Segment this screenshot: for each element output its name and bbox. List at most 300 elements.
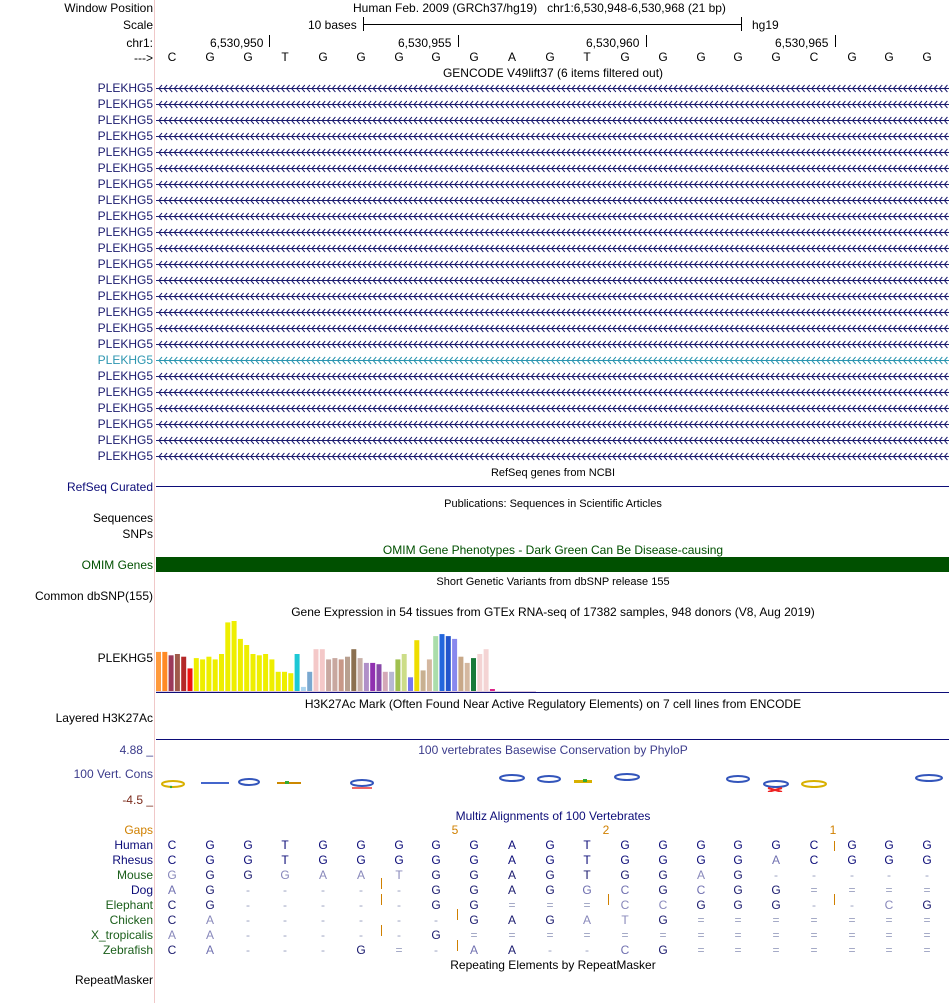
aligned-base: T: [395, 868, 403, 882]
gap-count: 5: [451, 823, 459, 837]
refseq-label[interactable]: RefSeq Curated: [66, 480, 153, 494]
aligned-base: -: [321, 883, 325, 897]
gtex-tissue-bar[interactable]: [320, 649, 325, 691]
gtex-tissue-bar[interactable]: [276, 672, 281, 691]
aligned-base: G: [205, 838, 215, 852]
scale-label: Scale: [122, 18, 153, 32]
aligned-base: =: [772, 928, 780, 942]
gtex-tissue-bar[interactable]: [257, 655, 262, 691]
aligned-base: =: [734, 913, 742, 927]
gencode-transcript-label[interactable]: PLEKHG5: [97, 225, 153, 239]
aligned-base: =: [621, 928, 629, 942]
gtex-tissue-bar[interactable]: [219, 654, 224, 691]
conservation-glyph: [351, 780, 373, 789]
aligned-base: G: [658, 883, 668, 897]
gtex-tissue-bar[interactable]: [332, 658, 337, 691]
aligned-base: G: [922, 898, 932, 912]
gencode-transcript[interactable]: [156, 164, 949, 173]
aligned-base: G: [167, 868, 177, 882]
aligned-base: -: [359, 928, 363, 942]
species-label[interactable]: Chicken: [109, 913, 153, 927]
conservation-glyph: [500, 775, 524, 781]
gtex-tissue-bar[interactable]: [351, 649, 356, 691]
gencode-transcript[interactable]: [156, 116, 949, 125]
gencode-transcript[interactable]: [156, 340, 949, 349]
aligned-base: =: [734, 943, 742, 957]
aligned-base: =: [395, 943, 403, 957]
aligned-base: C: [167, 913, 177, 927]
gtex-tissue-bar[interactable]: [414, 640, 419, 691]
aligned-base: -: [283, 883, 287, 897]
conservation-glyph: [162, 781, 184, 788]
phylop-max: 4.88 _: [119, 743, 153, 757]
gencode-transcript-label[interactable]: PLEKHG5: [97, 81, 153, 95]
gencode-transcript[interactable]: [156, 388, 949, 397]
gtex-tissue-bar[interactable]: [484, 649, 489, 691]
aligned-base: G: [243, 853, 253, 867]
gtex-label[interactable]: PLEKHG5: [97, 651, 153, 665]
gtex-tissue-bar[interactable]: [251, 654, 256, 691]
gtex-tissue-bar[interactable]: [383, 672, 388, 691]
species-label[interactable]: Mouse: [116, 868, 153, 882]
base: G: [394, 50, 404, 64]
aligned-base: G: [733, 853, 743, 867]
aligned-base: G: [318, 853, 328, 867]
species-label[interactable]: Elephant: [105, 898, 153, 912]
tick-label: 6,530,960: [586, 36, 640, 50]
gtex-tissue-bar[interactable]: [232, 621, 237, 691]
conservation-glyph: [574, 779, 592, 783]
aligned-base: A: [318, 868, 327, 882]
gencode-transcript[interactable]: [156, 324, 949, 333]
aligned-base: G: [356, 853, 366, 867]
aligned-base: A: [771, 853, 780, 867]
base: G: [771, 50, 781, 64]
gencode-transcript-label[interactable]: PLEKHG5: [97, 193, 153, 207]
gencode-transcript-label[interactable]: PLEKHG5: [97, 369, 153, 383]
gtex-tissue-bar[interactable]: [175, 654, 180, 691]
aligned-base: G: [733, 898, 743, 912]
aligned-base: =: [772, 913, 780, 927]
aligned-base: G: [431, 928, 441, 942]
gtex-tissue-bar[interactable]: [206, 657, 211, 691]
gencode-transcript-label[interactable]: PLEKHG5: [97, 305, 153, 319]
aligned-base: C: [167, 838, 177, 852]
gencode-transcript-label[interactable]: PLEKHG5: [97, 449, 153, 463]
gtex-tissue-bar[interactable]: [358, 658, 363, 691]
phylop-label[interactable]: 100 Vert. Cons: [73, 767, 153, 781]
aligned-base: G: [469, 883, 479, 897]
aligned-base: T: [281, 838, 289, 852]
gtex-tissue-bar[interactable]: [395, 659, 400, 691]
base: G: [356, 50, 366, 64]
base: G: [545, 50, 555, 64]
gtex-title[interactable]: Gene Expression in 54 tissues from GTEx RNA-seq of 17382 samples, 948 donors (V8, Aug 2019): [291, 605, 815, 619]
publications-sequences-label[interactable]: Sequences: [92, 511, 153, 525]
aligned-base: G: [356, 838, 366, 852]
scale-bar: [363, 17, 743, 31]
aligned-base: C: [658, 898, 668, 912]
gtex-tissue-bar[interactable]: [339, 659, 344, 691]
aligned-base: A: [205, 943, 214, 957]
aligned-base: G: [469, 853, 479, 867]
gtex-tissue-bar[interactable]: [162, 652, 167, 691]
gtex-tissue-bar[interactable]: [301, 687, 306, 691]
publications-snps-label[interactable]: SNPs: [122, 527, 153, 541]
aligned-base: G: [620, 853, 630, 867]
aligned-base: =: [810, 913, 818, 927]
gencode-transcript-label[interactable]: PLEKHG5: [97, 353, 153, 367]
aligned-base: =: [885, 928, 893, 942]
aligned-base: G: [205, 853, 215, 867]
base: G: [431, 50, 441, 64]
aligned-base: -: [812, 898, 816, 912]
gtex-tissue-bar[interactable]: [213, 659, 218, 691]
gtex-tissue-bar[interactable]: [326, 659, 331, 691]
repeatmasker-title[interactable]: Repeating Elements by RepeatMasker: [450, 958, 656, 972]
aligned-base: =: [885, 913, 893, 927]
conservation-glyph: [538, 776, 560, 782]
gtex-tissue-bar[interactable]: [408, 677, 413, 691]
gtex-tissue-bar[interactable]: [446, 636, 451, 691]
refseq-gene-line[interactable]: [156, 486, 949, 487]
window-position-label: Window Position: [64, 1, 153, 15]
gtex-tissue-bar[interactable]: [263, 654, 268, 691]
aligned-base: G: [394, 853, 404, 867]
aligned-base: -: [359, 898, 363, 912]
gtex-bar-chart[interactable]: [156, 619, 950, 694]
aligned-base: G: [733, 838, 743, 852]
aligned-base: G: [696, 853, 706, 867]
publications-title[interactable]: Publications: Sequences in Scientific Articles: [444, 498, 662, 510]
aligned-base: =: [848, 928, 856, 942]
aligned-base: G: [884, 853, 894, 867]
aligned-base: =: [923, 943, 931, 957]
gencode-transcript-label[interactable]: PLEKHG5: [97, 209, 153, 223]
aligned-base: -: [359, 913, 363, 927]
gencode-transcript[interactable]: [156, 100, 949, 109]
aligned-base: G: [771, 883, 781, 897]
aligned-base: G: [469, 913, 479, 927]
aligned-base: G: [431, 853, 441, 867]
base: G: [658, 50, 668, 64]
gtex-tissue-bar[interactable]: [440, 634, 445, 691]
gtex-tissue-bar[interactable]: [169, 655, 174, 691]
aligned-base: G: [356, 943, 366, 957]
gtex-tissue-bar[interactable]: [402, 654, 407, 691]
aligned-base: A: [205, 913, 214, 927]
aligned-base: G: [431, 883, 441, 897]
aligned-base: C: [696, 883, 706, 897]
aligned-base: A: [507, 838, 516, 852]
aligned-base: A: [582, 913, 591, 927]
aligned-base: G: [469, 898, 479, 912]
gencode-transcript[interactable]: [156, 84, 949, 93]
gtex-tissue-bar[interactable]: [307, 672, 312, 691]
conservation-glyph: [615, 774, 639, 780]
base: G: [733, 50, 743, 64]
aligned-base: =: [848, 883, 856, 897]
aligned-base: G: [545, 838, 555, 852]
gencode-transcript[interactable]: [156, 420, 949, 429]
aligned-base: A: [167, 928, 176, 942]
gtex-tissue-bar[interactable]: [314, 649, 319, 691]
aligned-base: T: [583, 853, 591, 867]
gtex-tissue-bar[interactable]: [200, 659, 205, 691]
gencode-transcript[interactable]: [156, 180, 949, 189]
repeatmasker-label[interactable]: RepeatMasker: [74, 973, 153, 987]
gtex-tissue-bar[interactable]: [181, 657, 186, 691]
gencode-transcript-label[interactable]: PLEKHG5: [97, 417, 153, 431]
aligned-base: G: [733, 868, 743, 882]
gtex-tissue-bar[interactable]: [288, 673, 293, 691]
aligned-base: -: [283, 913, 287, 927]
aligned-base: =: [885, 943, 893, 957]
conservation-glyph: [277, 781, 301, 784]
aligned-base: A: [507, 883, 516, 897]
base: C: [167, 50, 177, 64]
aligned-base: =: [659, 928, 667, 942]
base: G: [243, 50, 253, 64]
base: G: [922, 50, 932, 64]
gencode-transcript[interactable]: [156, 404, 949, 413]
species-label[interactable]: Dog: [130, 883, 153, 897]
tick-mark: [269, 35, 270, 47]
gencode-transcript-label[interactable]: PLEKHG5: [97, 145, 153, 159]
species-label[interactable]: X_tropicalis: [90, 928, 153, 942]
gencode-transcript-label[interactable]: PLEKHG5: [97, 113, 153, 127]
aligned-base: =: [734, 928, 742, 942]
gencode-transcript-label[interactable]: PLEKHG5: [97, 97, 153, 111]
gencode-transcript-label[interactable]: PLEKHG5: [97, 161, 153, 175]
aligned-base: G: [620, 838, 630, 852]
aligned-base: A: [469, 943, 478, 957]
scale-db: hg19: [752, 18, 779, 32]
multiz-title[interactable]: Multiz Alignments of 100 Vertebrates: [455, 809, 651, 823]
gencode-transcript[interactable]: [156, 292, 949, 301]
aligned-base: G: [696, 838, 706, 852]
aligned-base: -: [359, 883, 363, 897]
aligned-base: G: [884, 838, 894, 852]
aligned-base: -: [925, 868, 929, 882]
aligned-base: -: [434, 913, 438, 927]
omim-title[interactable]: OMIM Gene Phenotypes - Dark Green Can Be Disease-causing: [382, 543, 724, 557]
gtex-tissue-bar[interactable]: [427, 659, 432, 691]
refseq-title[interactable]: RefSeq genes from NCBI: [490, 467, 616, 479]
aligned-base: -: [585, 943, 589, 957]
aligned-base: G: [469, 868, 479, 882]
aligned-base: C: [809, 838, 819, 852]
aligned-base: -: [397, 913, 401, 927]
aligned-base: -: [246, 928, 250, 942]
aligned-base: G: [205, 868, 215, 882]
aligned-base: -: [283, 943, 287, 957]
aligned-base: G: [545, 883, 555, 897]
gtex-tissue-bar[interactable]: [364, 663, 369, 691]
gtex-tissue-bar[interactable]: [295, 654, 300, 691]
dbsnp-title[interactable]: Short Genetic Variants from dbSNP release 155: [436, 576, 670, 588]
aligned-base: C: [620, 883, 630, 897]
aligned-base: =: [508, 898, 516, 912]
h3k27ac-title[interactable]: H3K27Ac Mark (Often Found Near Active Regulatory Elements) on 7 cell lines from ENCODE: [304, 697, 802, 711]
aligned-base: -: [812, 868, 816, 882]
gencode-transcript-label[interactable]: PLEKHG5: [97, 177, 153, 191]
base: G: [696, 50, 706, 64]
position-range: chr1:6,530,948-6,530,968 (21 bp): [547, 1, 726, 15]
conservation-glyph: [802, 781, 826, 787]
gencode-transcript[interactable]: [156, 228, 949, 237]
gencode-transcript[interactable]: [156, 132, 949, 141]
gtex-tissue-bar[interactable]: [471, 658, 476, 691]
aligned-base: =: [923, 913, 931, 927]
aligned-base: A: [507, 868, 516, 882]
gtex-tissue-bar[interactable]: [238, 639, 243, 691]
gencode-transcript[interactable]: [156, 148, 949, 157]
aligned-base: -: [774, 868, 778, 882]
base: G: [620, 50, 630, 64]
omim-label[interactable]: OMIM Genes: [81, 558, 153, 572]
aligned-base: G: [733, 883, 743, 897]
phylop-title[interactable]: 100 vertebrates Basewise Conservation by PhyloP: [418, 743, 688, 757]
aligned-base: A: [507, 943, 516, 957]
gencode-title[interactable]: GENCODE V49lift37 (6 items filtered out): [442, 66, 664, 80]
aligned-base: -: [434, 943, 438, 957]
h3k27ac-label[interactable]: Layered H3K27Ac: [55, 711, 153, 725]
gap-count: 1: [829, 823, 837, 837]
gencode-transcript[interactable]: [156, 244, 949, 253]
omim-gene-bar[interactable]: [156, 557, 949, 572]
gtex-tissue-bar[interactable]: [370, 663, 375, 691]
gencode-transcript[interactable]: [156, 212, 949, 221]
gtex-tissue-bar[interactable]: [389, 672, 394, 691]
gencode-transcript-label[interactable]: PLEKHG5: [97, 385, 153, 399]
base: G: [205, 50, 215, 64]
gtex-tissue-bar[interactable]: [452, 639, 457, 691]
aligned-base: G: [658, 868, 668, 882]
gtex-tissue-bar[interactable]: [282, 672, 287, 691]
gencode-transcript-label[interactable]: PLEKHG5: [97, 401, 153, 415]
gencode-transcript[interactable]: [156, 276, 949, 285]
gtex-tissue-bar[interactable]: [477, 654, 482, 691]
aligned-base: G: [582, 883, 592, 897]
aligned-base: G: [243, 838, 253, 852]
aligned-base: =: [810, 883, 818, 897]
aligned-base: G: [431, 898, 441, 912]
dbsnp-label[interactable]: Common dbSNP(155): [34, 589, 153, 603]
aligned-base: G: [545, 853, 555, 867]
aligned-base: G: [431, 868, 441, 882]
gtex-tissue-bar[interactable]: [156, 652, 161, 691]
aligned-base: -: [887, 868, 891, 882]
h3k27ac-line: [156, 739, 949, 740]
gtex-tissue-bar[interactable]: [345, 657, 350, 691]
aligned-base: =: [546, 928, 554, 942]
base: G: [884, 50, 894, 64]
gencode-transcript[interactable]: [156, 308, 949, 317]
aligned-base: G: [620, 868, 630, 882]
aligned-base: =: [583, 928, 591, 942]
gencode-transcript[interactable]: [156, 356, 949, 365]
gencode-transcript-label[interactable]: PLEKHG5: [97, 129, 153, 143]
aligned-base: -: [246, 898, 250, 912]
gtex-tissue-bar[interactable]: [188, 668, 193, 691]
aligned-base: G: [696, 898, 706, 912]
gencode-transcript-label[interactable]: PLEKHG5: [97, 257, 153, 271]
gencode-transcript-label[interactable]: PLEKHG5: [97, 241, 153, 255]
aligned-base: =: [810, 928, 818, 942]
base: G: [847, 50, 857, 64]
aligned-base: -: [397, 928, 401, 942]
gtex-tissue-bar[interactable]: [194, 658, 199, 691]
gencode-transcript-label[interactable]: PLEKHG5: [97, 289, 153, 303]
tick-label: 6,530,965: [775, 36, 829, 50]
gtex-tissue-bar[interactable]: [465, 663, 470, 691]
tick-label: 6,530,955: [398, 36, 452, 50]
phylop-conservation-logo[interactable]: [156, 770, 950, 792]
aligned-base: A: [507, 913, 516, 927]
gap-count: 2: [602, 823, 610, 837]
gap-bars: [156, 836, 950, 958]
gencode-transcript[interactable]: [156, 436, 949, 445]
aligned-base: C: [620, 943, 630, 957]
gencode-transcript-label[interactable]: PLEKHG5: [97, 433, 153, 447]
aligned-base: G: [658, 913, 668, 927]
aligned-base: -: [283, 898, 287, 912]
gtex-tissue-bar[interactable]: [421, 670, 426, 691]
gencode-transcript[interactable]: [156, 260, 949, 269]
aligned-base: =: [885, 883, 893, 897]
tick-label: 6,530,950: [210, 36, 264, 50]
aligned-base: =: [810, 943, 818, 957]
aligned-base: -: [246, 883, 250, 897]
aligned-base: G: [658, 838, 668, 852]
tick-mark: [458, 35, 459, 47]
gencode-transcript[interactable]: [156, 196, 949, 205]
aligned-base: G: [431, 838, 441, 852]
aligned-base: =: [923, 928, 931, 942]
scale-text: 10 bases: [308, 18, 357, 32]
aligned-base: T: [583, 868, 591, 882]
gtex-tissue-bar[interactable]: [225, 622, 230, 691]
base: C: [809, 50, 819, 64]
aligned-base: =: [583, 898, 591, 912]
aligned-base: G: [469, 838, 479, 852]
gtex-tissue-bar[interactable]: [433, 636, 438, 691]
gtex-tissue-bar[interactable]: [244, 645, 249, 691]
gtex-tissue-bar[interactable]: [458, 657, 463, 691]
gencode-transcript-label[interactable]: PLEKHG5: [97, 273, 153, 287]
gencode-transcript-label[interactable]: PLEKHG5: [97, 321, 153, 335]
gencode-transcript[interactable]: [156, 372, 949, 381]
aligned-base: G: [658, 943, 668, 957]
species-label[interactable]: Zebrafish: [102, 943, 153, 957]
aligned-base: C: [167, 943, 177, 957]
gtex-tissue-bar[interactable]: [377, 664, 382, 691]
aligned-base: G: [394, 838, 404, 852]
label-divider: [154, 0, 155, 1003]
species-label[interactable]: Rhesus: [112, 853, 153, 867]
gencode-transcript-label[interactable]: PLEKHG5: [97, 337, 153, 351]
species-label[interactable]: Human: [114, 838, 153, 852]
gencode-transcript[interactable]: [156, 452, 949, 461]
aligned-base: =: [848, 943, 856, 957]
aligned-base: G: [545, 913, 555, 927]
aligned-base: C: [167, 898, 177, 912]
aligned-base: -: [397, 883, 401, 897]
gtex-tissue-bar[interactable]: [490, 689, 495, 691]
aligned-base: =: [697, 913, 705, 927]
gtex-tissue-bar[interactable]: [269, 659, 274, 691]
